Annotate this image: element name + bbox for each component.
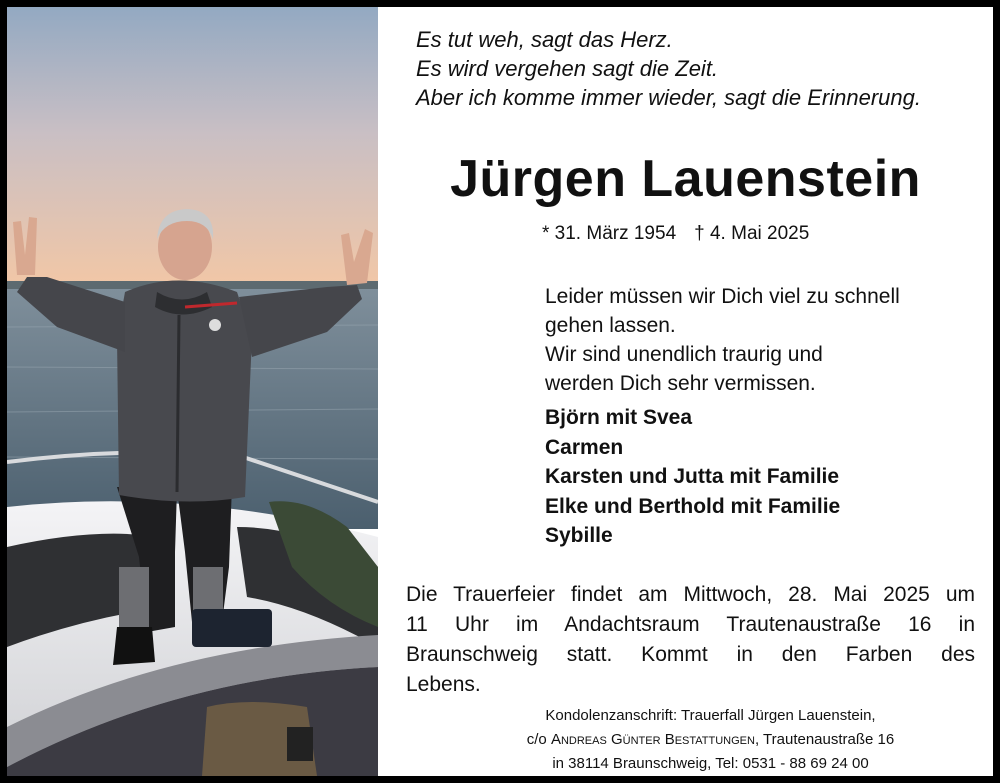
condolence-line-2 bbox=[478, 728, 943, 752]
ceremony-line: Braunschweig statt. Kommt in den Farben des bbox=[406, 643, 975, 666]
mourner-name: Sybille bbox=[545, 524, 613, 547]
life-dates bbox=[542, 223, 809, 245]
deceased-name: Jürgen Lauenstein bbox=[450, 150, 921, 208]
person-left-shoe bbox=[113, 627, 155, 665]
death-date: † 4. Mai 2025 bbox=[694, 223, 810, 244]
funeral-home-street: , Trautenaustraße 16 bbox=[754, 731, 895, 748]
ceremony-line: Lebens. bbox=[406, 673, 481, 696]
jacket-zipper bbox=[177, 315, 179, 492]
mourner-name: Carmen bbox=[545, 435, 624, 459]
condolence-line-3: in 38114 Braunschweig, Tel: 0531 - 88 69 24 00 bbox=[552, 755, 869, 772]
condolence-address bbox=[478, 704, 943, 776]
message-line: Leider müssen wir Dich viel zu schnell bbox=[545, 285, 900, 308]
jacket-logo bbox=[209, 319, 221, 331]
birth-date: * 31. März 1954 bbox=[542, 223, 677, 244]
mourner-name: Björn mit Svea bbox=[545, 406, 693, 429]
obituary-notice bbox=[7, 7, 993, 776]
leg-panel-left bbox=[119, 567, 149, 627]
care-of-label: c/o bbox=[526, 731, 547, 748]
memorial-poem bbox=[416, 25, 921, 112]
ceremony-line: Die Trauerfeier findet am Mittwoch, 28. Mai 2025 um bbox=[406, 583, 975, 606]
mourners-list bbox=[545, 403, 840, 551]
poem-line: Aber ich komme immer wieder, sagt die Erinnerung. bbox=[416, 85, 921, 110]
portrait-photo bbox=[7, 7, 378, 776]
message-line: werden Dich sehr vermissen. bbox=[545, 372, 816, 395]
cap-label bbox=[287, 727, 313, 761]
ceremony-announcement bbox=[406, 580, 975, 700]
ceremony-line: 11 Uhr im Andachtsraum Trautenaustraße 16 in bbox=[406, 613, 975, 636]
message-line: Wir sind unendlich traurig und bbox=[545, 343, 823, 366]
obituary-text-column bbox=[378, 7, 993, 776]
message-line: gehen lassen. bbox=[545, 314, 676, 337]
poem-line: Es wird vergehen sagt die Zeit. bbox=[416, 56, 719, 81]
portrait-photo-drawing bbox=[7, 7, 378, 776]
mourner-name: Karsten und Jutta mit Familie bbox=[545, 465, 840, 488]
black-bag bbox=[192, 609, 272, 647]
funeral-home-name: Andreas Günter Bestattungen bbox=[550, 731, 755, 748]
poem-line: Es tut weh, sagt das Herz. bbox=[416, 27, 673, 52]
farewell-message bbox=[545, 282, 900, 398]
mourner-name: Elke und Berthold mit Familie bbox=[545, 494, 841, 518]
condolence-line-1: Kondolenzanschrift: Trauerfall Jürgen Lauenstein, bbox=[545, 707, 876, 724]
